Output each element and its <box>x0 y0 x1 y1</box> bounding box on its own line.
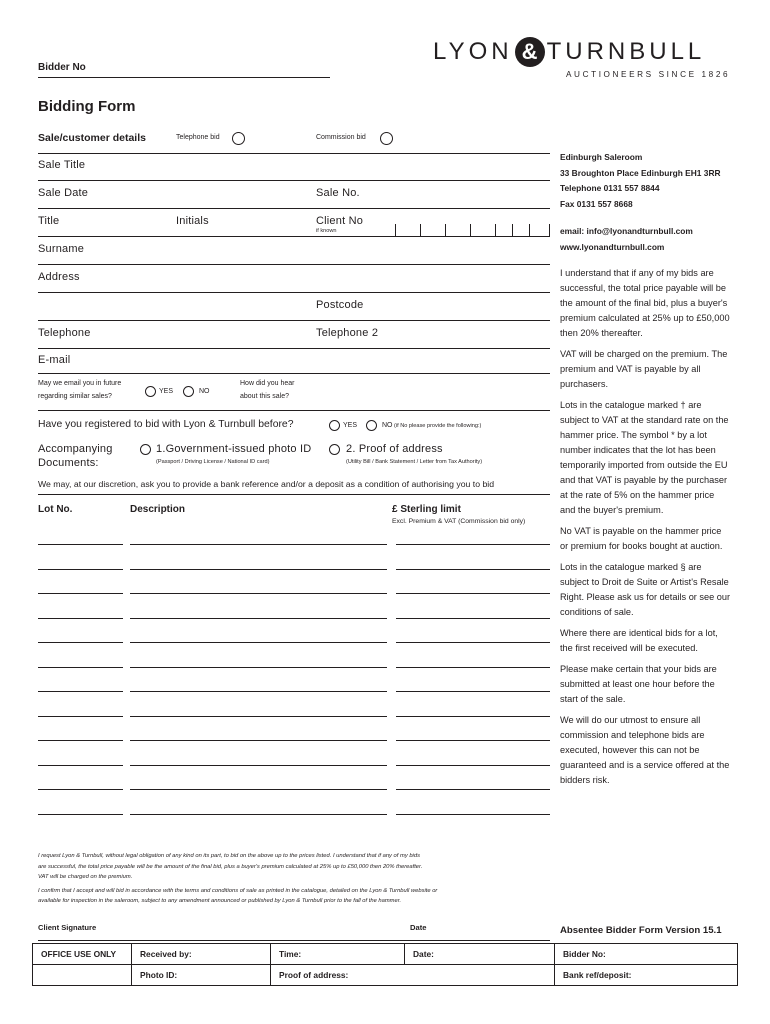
sale-no-label: Sale No. <box>316 187 360 199</box>
date-label: Date <box>410 923 427 932</box>
telephone-label: Telephone <box>38 327 91 339</box>
description-header: Description <box>130 504 186 515</box>
photo-id-note: (Passport / Driving License / National ID card) <box>156 459 270 465</box>
registered-yes-radio[interactable] <box>329 420 340 431</box>
logo-turnbull: TURNBULL <box>546 38 706 65</box>
photo-id-radio[interactable] <box>140 444 151 455</box>
lot-no-field[interactable] <box>38 667 123 668</box>
hear-line1: How did you hear <box>240 380 295 387</box>
registered-question: Have you registered to bid with Lyon & Turnbull before? <box>38 419 294 430</box>
commission-bid-label: Commission bid <box>316 134 366 141</box>
empty-cell <box>33 965 132 986</box>
office-date-label: Date: <box>405 944 555 965</box>
description-field[interactable] <box>130 765 387 766</box>
surname-label: Surname <box>38 243 85 255</box>
hear-line2: about this sale? <box>240 393 290 400</box>
lot-no-field[interactable] <box>38 716 123 717</box>
request-line: I request Lyon & Turnbull, without legal obligation of any kind on its part, to bid on the above up to the prices listed. I understand that if any of my bids <box>38 853 420 859</box>
terms-paragraph: No VAT is payable on the hammer price or premium for books bought at auction. <box>560 526 723 551</box>
description-field[interactable] <box>130 691 387 692</box>
email-future-line1: May we email you in future <box>38 380 122 387</box>
telephone2-label: Telephone 2 <box>316 327 379 339</box>
lot-no-field[interactable] <box>38 814 123 815</box>
logo-ampersand: & <box>515 37 545 67</box>
limit-field[interactable] <box>396 544 550 545</box>
proof-address-label: 2. Proof of address <box>346 443 443 455</box>
email-label: E-mail <box>38 354 71 366</box>
contact-block <box>560 150 721 255</box>
terms-paragraph: Lots in the catalogue marked † are subject to VAT at the standard rate on the hammer price. The symbol * by a lot number indicates that the lot has been temporarily imported from outside the EU and that VAT is payable by the purchaser at the rate of 5% on the hammer price and the buyer's premium. <box>560 400 729 515</box>
terms-paragraph: I understand that if any of my bids are successful, the total price payable will be the amount of the final bid, plus a buyer's premium calculated at 25% up to £50,000 then 20% thereafter. <box>560 268 730 338</box>
saleroom-email[interactable]: email: info@lyonandturnbull.com <box>560 226 693 236</box>
terms-list <box>560 266 732 794</box>
registered-no-radio[interactable] <box>366 420 377 431</box>
saleroom-fax: Fax 0131 557 8668 <box>560 198 633 209</box>
logo-lyon: LYON <box>433 38 513 65</box>
terms-paragraph: Please make certain that your bids are submitted at least one hour before the start of the sale. <box>560 664 717 704</box>
office-use-label: OFFICE USE ONLY <box>33 944 132 965</box>
description-field[interactable] <box>130 716 387 717</box>
limit-field[interactable] <box>396 765 550 766</box>
postcode-field[interactable] <box>38 320 550 321</box>
title-field[interactable] <box>38 236 550 237</box>
signature-field[interactable] <box>38 940 550 941</box>
commission-bid-radio[interactable] <box>380 132 393 145</box>
if-known-note: if known <box>316 228 337 234</box>
photo-id-check-label: Photo ID: <box>132 965 271 986</box>
surname-field[interactable] <box>38 264 550 265</box>
documents-label-2: Documents: <box>38 457 99 469</box>
limit-field[interactable] <box>396 814 550 815</box>
confirm-line: available for inspection in the saleroom, subject to any amendment announced or published by Lyon & Turnbull prior to the fall of the hammer. <box>38 898 402 904</box>
telephone-bid-label: Telephone bid <box>176 134 220 141</box>
sale-date-label: Sale Date <box>38 187 89 199</box>
limit-field[interactable] <box>396 789 550 790</box>
lot-no-field[interactable] <box>38 618 123 619</box>
sale-title-field[interactable] <box>38 180 550 181</box>
office-bidder-no-label: Bidder No: <box>555 944 738 965</box>
initials-label: Initials <box>176 215 209 227</box>
divider <box>38 153 550 154</box>
request-line: VAT will be charged on the premium. <box>38 874 133 880</box>
request-text <box>38 851 437 907</box>
description-field[interactable] <box>130 569 387 570</box>
photo-id-label: 1.Government-issued photo ID <box>156 443 312 455</box>
registered-no-note: (if No please provide the following:) <box>394 423 482 429</box>
lot-no-field[interactable] <box>38 544 123 545</box>
form-title: Bidding Form <box>38 98 136 115</box>
limit-field[interactable] <box>396 691 550 692</box>
telephone-field[interactable] <box>38 348 550 349</box>
registered-no-label: NO <box>382 422 393 429</box>
postcode-label: Postcode <box>316 299 364 311</box>
limit-header: £ Sterling limit <box>392 504 461 515</box>
limit-field[interactable] <box>396 569 550 570</box>
address-field[interactable] <box>38 292 550 293</box>
description-field[interactable] <box>130 667 387 668</box>
client-no-boxes[interactable] <box>395 224 550 236</box>
proof-address-radio[interactable] <box>329 444 340 455</box>
saleroom-website[interactable]: www.lyonandturnbull.com <box>560 241 665 252</box>
documents-label-1: Accompanying <box>38 443 113 455</box>
limit-field[interactable] <box>396 593 550 594</box>
saleroom-address: 33 Broughton Place Edinburgh EH1 3RR <box>560 167 721 178</box>
lot-no-field[interactable] <box>38 569 123 570</box>
bank-ref-label: Bank ref/deposit: <box>555 965 738 986</box>
time-label: Time: <box>271 944 405 965</box>
lot-no-header: Lot No. <box>38 504 73 515</box>
confirm-line: I confirm that I accept and will bid in accordance with the terms and conditions of sale as printed in the catalogue, detailed on the Lyon & Turnbull website or <box>38 887 438 894</box>
logo-subtitle: AUCTIONEERS SINCE 1826 <box>566 70 731 79</box>
description-field[interactable] <box>130 593 387 594</box>
lot-no-field[interactable] <box>38 593 123 594</box>
description-field[interactable] <box>130 814 387 815</box>
email-no-label: NO <box>199 388 210 395</box>
proof-address-check-label: Proof of address: <box>271 965 555 986</box>
terms-paragraph: Lots in the catalogue marked § are subject to Droit de Suite or Artist's Resale Right. Please ask us for details or see our conditions of sale. <box>560 562 731 617</box>
divider <box>38 410 550 411</box>
email-field[interactable] <box>38 373 550 374</box>
section-title: Sale/customer details <box>38 132 146 144</box>
proof-address-note: (Utility Bill / Bank Statement / Letter from Tax Authority) <box>346 459 483 465</box>
terms-paragraph: Where there are identical bids for a lot, the first received will be executed. <box>560 628 718 653</box>
office-use-table <box>32 943 738 986</box>
description-field[interactable] <box>130 740 387 741</box>
sale-title-label: Sale Title <box>38 159 86 171</box>
saleroom-telephone: Telephone 0131 557 8844 <box>560 183 660 193</box>
request-line: are successful, the total price payable will be the amount of the final bid, plus a buyer's premium calculated at 25% up to £50,000 then 20% thereafter. <box>38 863 423 870</box>
lot-no-field[interactable] <box>38 642 123 643</box>
limit-field[interactable] <box>396 740 550 741</box>
lot-no-field[interactable] <box>38 691 123 692</box>
logo <box>433 38 705 70</box>
description-field[interactable] <box>130 642 387 643</box>
form-version: Absentee Bidder Form Version 15.1 <box>560 925 722 936</box>
description-field[interactable] <box>130 789 387 790</box>
description-field[interactable] <box>130 618 387 619</box>
lot-no-field[interactable] <box>38 740 123 741</box>
bidder-no-label: Bidder No <box>38 62 86 73</box>
saleroom-name: Edinburgh Saleroom <box>560 152 643 162</box>
registered-yes-label: YES <box>343 422 358 429</box>
email-yes-radio[interactable] <box>145 386 156 397</box>
lot-no-field[interactable] <box>38 765 123 766</box>
title-label: Title <box>38 215 60 227</box>
limit-field[interactable] <box>396 618 550 619</box>
bidder-no-field[interactable] <box>38 77 330 78</box>
telephone-bid-radio[interactable] <box>232 132 245 145</box>
email-yes-label: YES <box>159 388 174 395</box>
terms-paragraph: VAT will be charged on the premium. The premium and VAT is payable by all purchasers. <box>560 349 728 389</box>
email-future-line2: regarding similar sales? <box>38 393 112 400</box>
divider <box>38 494 550 495</box>
email-no-radio[interactable] <box>183 386 194 397</box>
address-label: Address <box>38 271 80 283</box>
description-field[interactable] <box>130 544 387 545</box>
limit-note: Excl. Premium & VAT (Commission bid only) <box>392 518 526 525</box>
sale-date-field[interactable] <box>38 208 550 209</box>
received-by-label: Received by: <box>132 944 271 965</box>
client-signature-label: Client Signature <box>38 923 97 932</box>
limit-field[interactable] <box>396 716 550 717</box>
client-no-label: Client No <box>316 215 364 227</box>
lot-no-field[interactable] <box>38 789 123 790</box>
limit-field[interactable] <box>396 667 550 668</box>
limit-field[interactable] <box>396 642 550 643</box>
terms-paragraph: We will do our utmost to ensure all commission and telephone bids are executed, however this can not be guaranteed and is a service offered at the bidders risk. <box>560 715 730 785</box>
discretion-note: We may, at our discretion, ask you to provide a bank reference and/or a deposit as a condition of authorising you to bid <box>38 479 495 489</box>
